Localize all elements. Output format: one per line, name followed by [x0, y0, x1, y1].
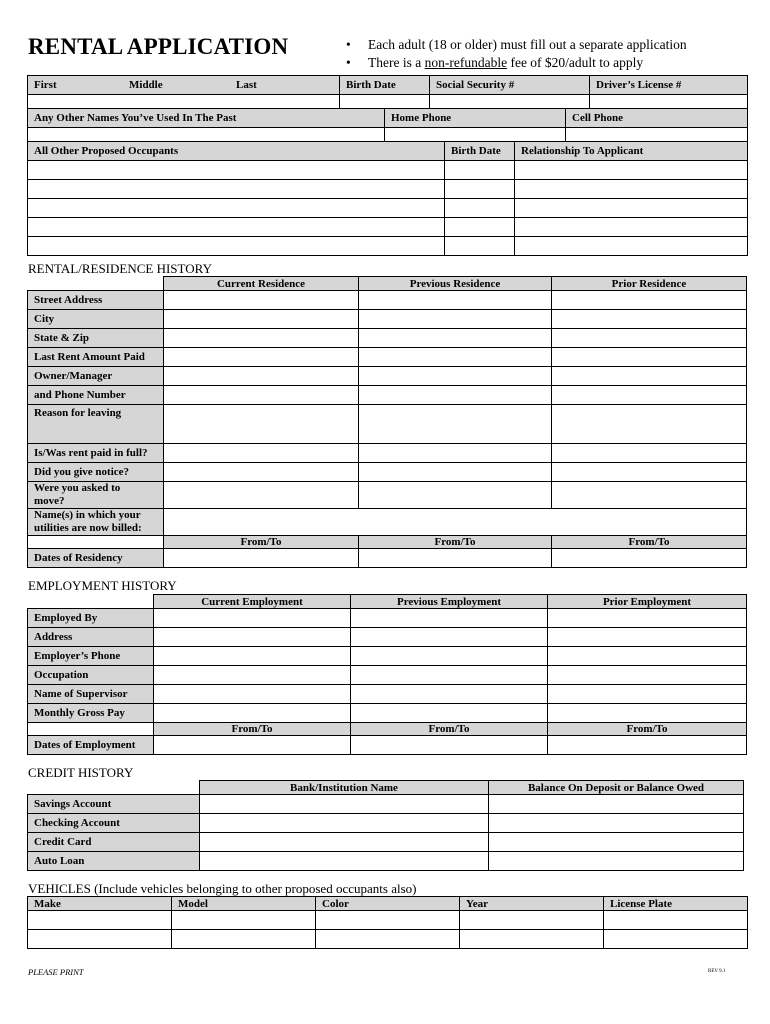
input-cell[interactable]: [316, 930, 460, 949]
input-cell[interactable]: [552, 482, 747, 509]
occupation-label: Occupation: [28, 666, 154, 685]
employer-address-label: Address: [28, 628, 154, 647]
model-label: Model: [172, 897, 316, 911]
vehicles-table: [27, 896, 748, 949]
employment-history-heading: EMPLOYMENT HISTORY: [28, 578, 177, 593]
reason-leaving-label: Reason for leaving: [28, 405, 164, 444]
input-cell[interactable]: [28, 911, 172, 930]
input-cell[interactable]: [460, 911, 604, 930]
prior-employment-header: Prior Employment: [548, 595, 747, 609]
input-cell[interactable]: [489, 833, 744, 852]
instruction-item: [346, 54, 687, 72]
input-cell[interactable]: [164, 463, 359, 482]
occupant-birth-field[interactable]: [445, 161, 515, 180]
last-rent-label: Last Rent Amount Paid: [28, 348, 164, 367]
from-to-header: From/To: [359, 536, 552, 549]
input-cell[interactable]: [359, 386, 552, 405]
input-cell[interactable]: [359, 405, 552, 444]
other-names-label: Any Other Names You’ve Used In The Past: [28, 109, 385, 128]
input-cell[interactable]: [154, 666, 351, 685]
input-cell[interactable]: [154, 628, 351, 647]
input-cell[interactable]: [552, 310, 747, 329]
employment-history-table: [27, 594, 747, 755]
utilities-label: [28, 509, 164, 536]
occupant-name-field[interactable]: [28, 180, 445, 199]
from-to-header: From/To: [548, 723, 747, 736]
input-cell[interactable]: [552, 348, 747, 367]
relationship-label: Relationship To Applicant: [515, 142, 748, 161]
input-cell[interactable]: [552, 444, 747, 463]
birth-date-label: Birth Date: [340, 76, 430, 95]
phone-number-label: and Phone Number: [28, 386, 164, 405]
occupant-relationship-field[interactable]: [515, 237, 748, 256]
input-cell[interactable]: [154, 609, 351, 628]
input-cell[interactable]: [164, 549, 359, 568]
bullet-icon: •: [346, 55, 351, 70]
dates-residency-label: Dates of Residency: [28, 549, 164, 568]
previous-employment-header: Previous Employment: [351, 595, 548, 609]
input-cell[interactable]: [164, 291, 359, 310]
from-to-header: From/To: [154, 723, 351, 736]
input-cell[interactable]: [548, 628, 747, 647]
occupant-birth-field[interactable]: [445, 218, 515, 237]
occupant-relationship-field[interactable]: [515, 218, 748, 237]
occupant-birth-field[interactable]: [445, 237, 515, 256]
input-cell[interactable]: [164, 386, 359, 405]
asked-line-1: Were you asked to: [34, 482, 121, 494]
vehicle-row: [28, 930, 748, 949]
input-cell[interactable]: [316, 911, 460, 930]
input-cell[interactable]: [552, 463, 747, 482]
credit-history-heading: CREDIT HISTORY: [28, 765, 134, 780]
input-cell[interactable]: [548, 685, 747, 704]
input-cell[interactable]: [548, 704, 747, 723]
input-cell[interactable]: [359, 463, 552, 482]
occupant-name-field[interactable]: [28, 237, 445, 256]
input-cell[interactable]: [200, 852, 489, 871]
dates-employment-label: Dates of Employment: [28, 736, 154, 755]
fromto-corner: [28, 723, 154, 736]
input-cell[interactable]: [28, 930, 172, 949]
input-cell[interactable]: [200, 814, 489, 833]
fee-text-post: fee of $20/adult to apply: [507, 55, 644, 70]
occupant-birth-field[interactable]: [445, 180, 515, 199]
current-residence-header: Current Residence: [164, 277, 359, 291]
street-address-label: Street Address: [28, 291, 164, 310]
owner-manager-label: Owner/Manager: [28, 367, 164, 386]
last-name-label: Last: [236, 79, 257, 91]
home-phone-label: Home Phone: [385, 109, 566, 128]
input-cell[interactable]: [154, 704, 351, 723]
occupant-row: [28, 180, 748, 199]
input-cell[interactable]: [154, 736, 351, 755]
input-cell[interactable]: [359, 310, 552, 329]
revision-label: REV 9.1: [708, 969, 726, 974]
checking-label: Checking Account: [28, 814, 200, 833]
occupant-relationship-field[interactable]: [515, 161, 748, 180]
input-cell[interactable]: [359, 291, 552, 310]
input-cell[interactable]: [200, 833, 489, 852]
employer-phone-label: Employer’s Phone: [28, 647, 154, 666]
input-cell[interactable]: [552, 386, 747, 405]
input-cell[interactable]: [200, 795, 489, 814]
input-cell[interactable]: [460, 930, 604, 949]
color-label: Color: [316, 897, 460, 911]
corner-cell: [28, 595, 154, 609]
input-cell[interactable]: [154, 685, 351, 704]
bullet-icon: •: [346, 37, 351, 52]
make-label: Make: [28, 897, 172, 911]
instruction-text: Each adult (18 or older) must fill out a separate application: [368, 37, 687, 52]
input-cell[interactable]: [359, 329, 552, 348]
corner-cell: [28, 277, 164, 291]
credit-history-table: [27, 780, 744, 871]
cell-phone-label: Cell Phone: [566, 109, 748, 128]
fromto-corner: [28, 536, 164, 549]
input-cell[interactable]: [552, 549, 747, 568]
occupant-row: [28, 199, 748, 218]
input-cell[interactable]: [552, 367, 747, 386]
input-cell[interactable]: [548, 666, 747, 685]
input-cell[interactable]: [548, 609, 747, 628]
input-cell[interactable]: [604, 911, 748, 930]
occupant-row: [28, 161, 748, 180]
license-plate-label: License Plate: [604, 897, 748, 911]
bank-name-header: Bank/Institution Name: [200, 781, 489, 795]
previous-residence-header: Previous Residence: [359, 277, 552, 291]
input-cell[interactable]: [154, 647, 351, 666]
input-cell[interactable]: [172, 911, 316, 930]
input-cell[interactable]: [359, 348, 552, 367]
occupant-relationship-field[interactable]: [515, 180, 748, 199]
input-cell[interactable]: [548, 647, 747, 666]
input-cell[interactable]: [489, 814, 744, 833]
utilities-field[interactable]: [164, 509, 747, 536]
input-cell[interactable]: [604, 930, 748, 949]
occupant-birth-field[interactable]: [445, 199, 515, 218]
savings-label: Savings Account: [28, 795, 200, 814]
occupant-relationship-field[interactable]: [515, 199, 748, 218]
input-cell[interactable]: [552, 329, 747, 348]
input-cell[interactable]: [164, 310, 359, 329]
current-employment-header: Current Employment: [154, 595, 351, 609]
instruction-item: [346, 36, 687, 54]
vehicle-row: [28, 911, 748, 930]
drivers-license-label: Driver’s License #: [590, 76, 748, 95]
ssn-label: Social Security #: [430, 76, 590, 95]
occupants-label: All Other Proposed Occupants: [28, 142, 445, 161]
input-cell[interactable]: [172, 930, 316, 949]
input-cell[interactable]: [552, 405, 747, 444]
input-cell[interactable]: [359, 549, 552, 568]
asked-to-move-label: [28, 482, 164, 509]
auto-loan-label: Auto Loan: [28, 852, 200, 871]
input-cell[interactable]: [359, 367, 552, 386]
rental-history-heading: RENTAL/RESIDENCE HISTORY: [28, 261, 212, 276]
credit-card-label: Credit Card: [28, 833, 200, 852]
name-header: [28, 76, 340, 95]
occupant-row: [28, 237, 748, 256]
input-cell[interactable]: [164, 329, 359, 348]
from-to-header: From/To: [164, 536, 359, 549]
occupant-name-field[interactable]: [28, 218, 445, 237]
input-cell[interactable]: [164, 444, 359, 463]
occupants-table: [27, 141, 748, 256]
city-label: City: [28, 310, 164, 329]
fee-text-pre: There is a: [368, 55, 425, 70]
please-print-note: PLEASE PRINT: [28, 967, 84, 977]
state-zip-label: State & Zip: [28, 329, 164, 348]
prior-residence-header: Prior Residence: [552, 277, 747, 291]
input-cell[interactable]: [548, 736, 747, 755]
occupant-birth-date-label: Birth Date: [445, 142, 515, 161]
middle-name-label: Middle: [129, 79, 163, 91]
input-cell[interactable]: [351, 704, 548, 723]
instructions: [346, 36, 687, 72]
input-cell[interactable]: [164, 367, 359, 386]
form-title: RENTAL APPLICATION: [28, 34, 289, 59]
input-cell[interactable]: [351, 666, 548, 685]
occupant-name-field[interactable]: [28, 161, 445, 180]
input-cell[interactable]: [351, 628, 548, 647]
input-cell[interactable]: [489, 852, 744, 871]
supervisor-label: Name of Supervisor: [28, 685, 154, 704]
employed-by-label: Employed By: [28, 609, 154, 628]
occupant-row: [28, 218, 748, 237]
notice-label: Did you give notice?: [28, 463, 164, 482]
corner-cell: [28, 781, 200, 795]
vehicles-heading: VEHICLES (Include vehicles belonging to other proposed occupants also): [28, 881, 417, 896]
first-name-label: First: [34, 79, 57, 91]
occupant-name-field[interactable]: [28, 199, 445, 218]
input-cell[interactable]: [489, 795, 744, 814]
year-label: Year: [460, 897, 604, 911]
instruction-text: [368, 54, 643, 72]
input-cell[interactable]: [351, 736, 548, 755]
utilities-line-1: Name(s) in which your: [34, 509, 141, 521]
input-cell[interactable]: [552, 291, 747, 310]
utilities-line-2: utilities are now billed:: [34, 522, 142, 534]
fee-non-refundable: non-refundable: [424, 55, 508, 70]
from-to-header: From/To: [552, 536, 747, 549]
input-cell[interactable]: [351, 609, 548, 628]
gross-pay-label: Monthly Gross Pay: [28, 704, 154, 723]
input-cell[interactable]: [164, 348, 359, 367]
input-cell[interactable]: [164, 405, 359, 444]
from-to-header: From/To: [351, 723, 548, 736]
input-cell[interactable]: [164, 482, 359, 509]
input-cell[interactable]: [351, 685, 548, 704]
input-cell[interactable]: [359, 444, 552, 463]
asked-line-2: move?: [34, 495, 65, 507]
balance-header: Balance On Deposit or Balance Owed: [489, 781, 744, 795]
input-cell[interactable]: [351, 647, 548, 666]
rental-history-table: [27, 276, 747, 568]
input-cell[interactable]: [359, 482, 552, 509]
rent-paid-label: Is/Was rent paid in full?: [28, 444, 164, 463]
